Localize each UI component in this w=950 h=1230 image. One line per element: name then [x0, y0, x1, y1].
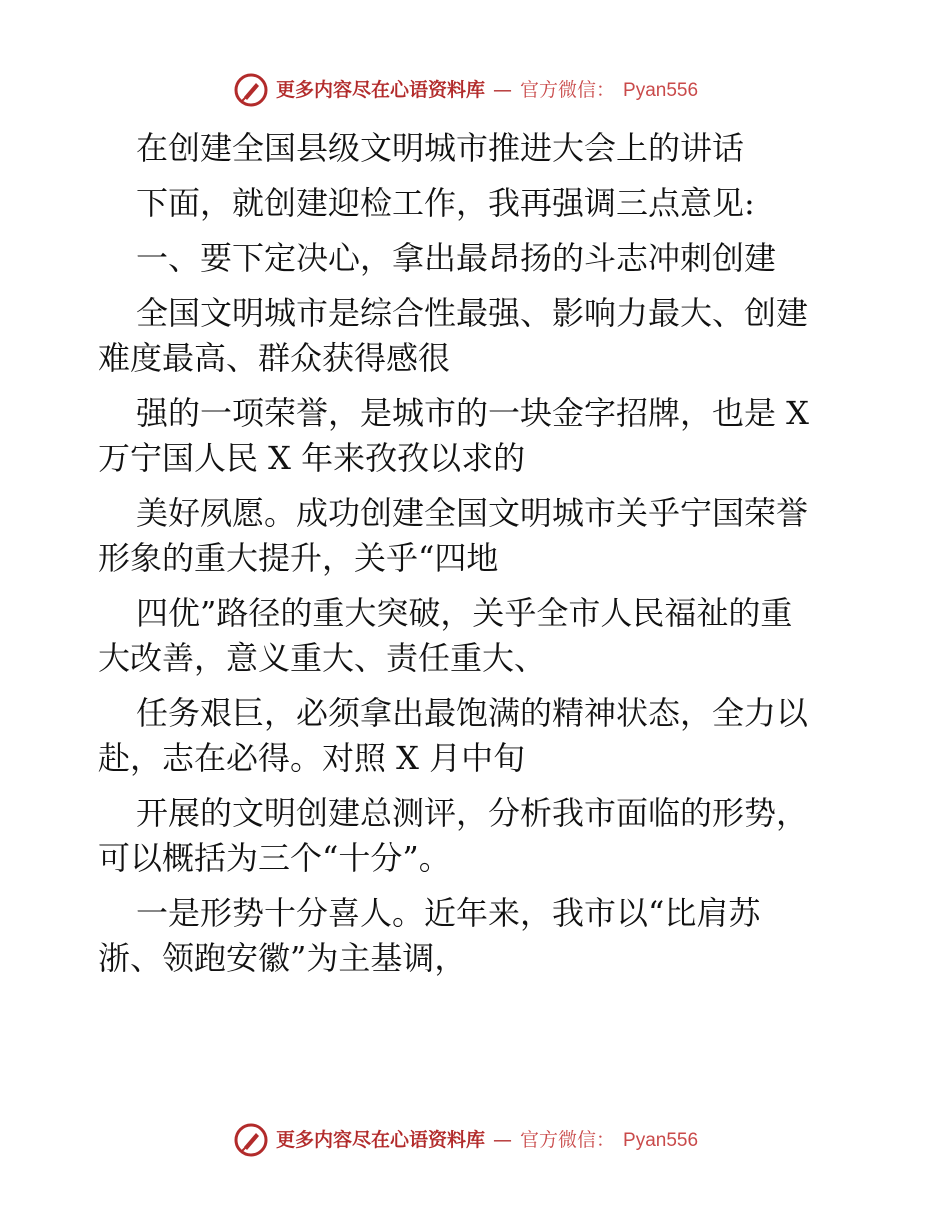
- paragraph-4-line-2: 大改善，意义重大、责任重大、: [98, 639, 547, 677]
- header-watermark: [234, 70, 698, 110]
- watermark-id: Pyan556: [623, 79, 699, 101]
- watermark-main-text: 更多内容尽在心语资料库: [276, 78, 486, 101]
- paragraph-4: [98, 591, 858, 681]
- watermark-label: 官方微信：: [520, 78, 616, 101]
- watermark-separator: —: [493, 1128, 513, 1151]
- paragraph-5-line-1: 任务艰巨，必须拿出最饱满的精神状态，全力以: [136, 694, 809, 732]
- paragraph-3-line-2: 形象的重大提升，关乎“四地: [98, 539, 499, 577]
- paragraph-5-line-2: 赴，志在必得。对照 X 月中旬: [98, 739, 526, 777]
- paragraph-1-line-1: 全国文明城市是综合性最强、影响力最大、创建: [136, 294, 809, 332]
- paragraph-4-line-1: 四优”路径的重大突破，关乎全市人民福祉的重: [136, 594, 793, 632]
- paragraph-7: [98, 891, 858, 981]
- paragraph-6-line-2: 可以概括为三个“十分”。: [98, 839, 451, 877]
- watermark-id: Pyan556: [623, 1129, 699, 1151]
- paragraph-3-line-1: 美好夙愿。成功创建全国文明城市关乎宁国荣誉: [136, 494, 809, 532]
- paragraph-7-line-2: 浙、领跑安徽”为主基调，: [98, 939, 467, 977]
- paragraph-6: [98, 791, 858, 881]
- watermark-main-text: 更多内容尽在心语资料库: [276, 1128, 486, 1151]
- paragraph-3: [98, 491, 858, 581]
- watermark-separator: —: [493, 78, 513, 101]
- document-title: 在创建全国县级文明城市推进大会上的讲话: [136, 129, 745, 167]
- intro-line: 下面，就创建迎检工作，我再强调三点意见:: [136, 184, 755, 222]
- paragraph-1-line-2: 难度最高、群众获得感很: [98, 339, 451, 377]
- paragraph-5: [98, 691, 858, 781]
- document-body: [98, 126, 858, 991]
- paragraph-1: [98, 291, 858, 381]
- paragraph-7-line-1: 一是形势十分喜人。近年来，我市以“比肩苏: [136, 894, 761, 932]
- paragraph-6-line-1: 开展的文明创建总测评，分析我市面临的形势，: [136, 794, 809, 832]
- heading-1: 一、要下定决心，拿出最昂扬的斗志冲刺创建: [136, 239, 777, 277]
- quill-pen-icon: [234, 73, 268, 107]
- quill-pen-icon: [234, 1123, 268, 1157]
- paragraph-2: [98, 391, 858, 481]
- watermark-label: 官方微信：: [520, 1128, 616, 1151]
- footer-watermark: [234, 1120, 698, 1160]
- paragraph-2-line-2: 万宁国人民 X 年来孜孜以求的: [98, 439, 526, 477]
- paragraph-2-line-1: 强的一项荣誉，是城市的一块金字招牌，也是 X: [136, 394, 809, 432]
